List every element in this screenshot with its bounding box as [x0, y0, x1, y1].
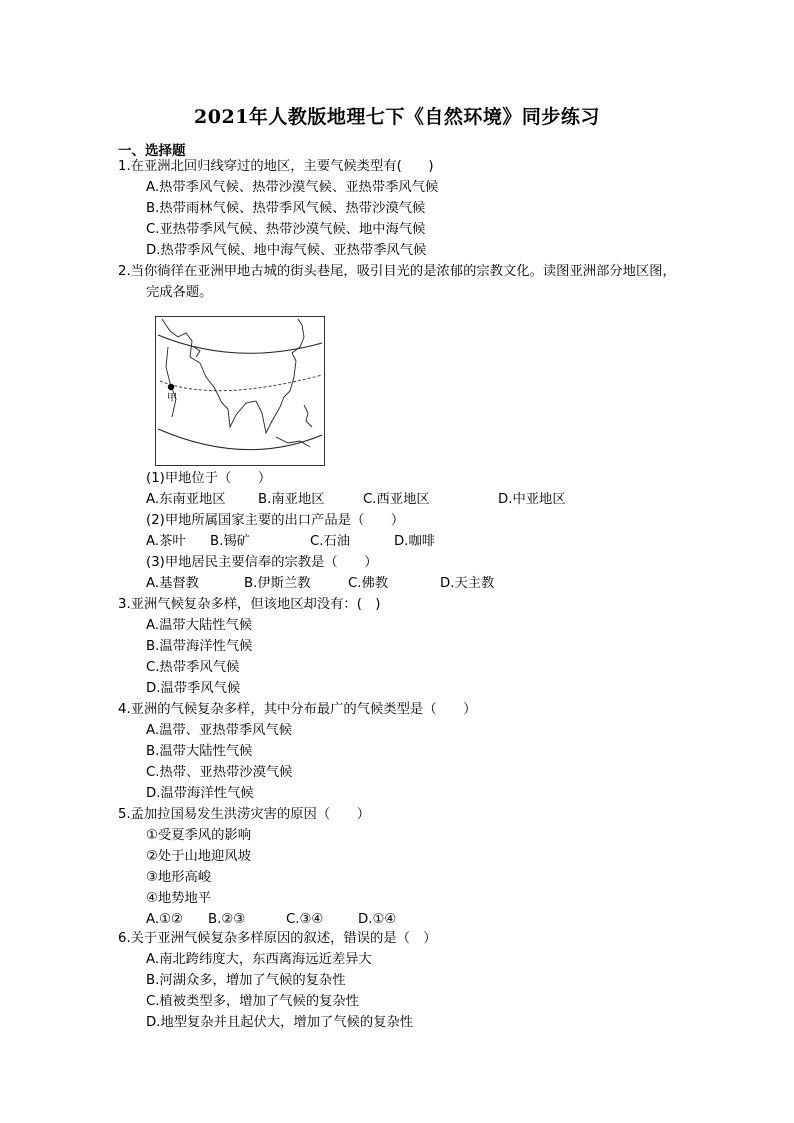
document-title: 2021年人教版地理七下《自然环境》同步练习 — [194, 106, 600, 128]
question-5-stem: 5.孟加拉国易发生洪涝灾害的原因（ ） — [118, 807, 371, 822]
subquestion-3-options — [146, 574, 494, 594]
subquestion-1-option-c: C.西亚地区 — [363, 492, 430, 507]
question-1-option-b: B.热带雨林气候、热带季风气候、热带沙漠气候 — [146, 201, 426, 216]
question-6-option-d: D.地型复杂并且起伏大，增加了气候的复杂性 — [146, 1015, 414, 1030]
question-5-item-3: ③地形高峻 — [146, 870, 212, 885]
question-6-option-a: A.南北跨纬度大，东西离海远近差异大 — [146, 952, 372, 967]
map-label-jia: 甲 — [167, 393, 177, 404]
subquestion-1-option-a: A.东南亚地区 — [146, 492, 226, 507]
question-4-stem: 4.亚洲的气候复杂多样，其中分布最广的气候类型是（ ） — [118, 702, 477, 717]
asia-region-map — [155, 316, 325, 466]
question-4-option-c: C.热带、亚热带沙漠气候 — [146, 765, 293, 780]
question-1-option-d: D.热带季风气候、地中海气候、亚热带季风气候 — [146, 243, 427, 258]
subquestion-2-options — [146, 532, 435, 552]
question-2-stem-continued: 完成各题。 — [146, 285, 213, 300]
question-5-options — [146, 910, 396, 930]
question-2-stem: 2.当你徜徉在亚洲甲地古城的街头巷尾，吸引目光的是浓郁的宗教文化。读图亚洲部分地区图， — [118, 264, 676, 279]
subquestion-2-option-a: A.茶叶 — [146, 534, 186, 549]
question-4-option-a: A.温带、亚热带季风气候 — [146, 723, 293, 738]
question-6-option-b: B.河湖众多，增加了气候的复杂性 — [146, 973, 346, 988]
question-5-item-1: ①受夏季风的影响 — [146, 828, 251, 843]
question-3-stem: 3.亚洲气候复杂多样，但该地区却没有：( ) — [118, 597, 381, 612]
question-5-item-4: ④地势地平 — [146, 891, 212, 906]
question-3-option-c: C.热带季风气候 — [146, 660, 240, 675]
subquestion-3-option-d: D.天主教 — [440, 576, 495, 591]
subquestion-1-option-d: D.中亚地区 — [498, 492, 566, 507]
question-3-option-a: A.温带大陆性气候 — [146, 618, 253, 633]
question-6-stem: 6.关于亚洲气候复杂多样原因的叙述，错误的是（ ） — [118, 931, 437, 946]
question-6-option-c: C.植被类型多，增加了气候的复杂性 — [146, 994, 359, 1009]
question-3-option-b: B.温带海洋性气候 — [146, 639, 253, 654]
question-5-option-a: A.①② — [146, 912, 183, 927]
subquestion-3-option-b: B.伊斯兰教 — [244, 576, 311, 591]
subquestion-2-option-c: C.石油 — [310, 534, 351, 549]
subquestion-1-stem: (1)甲地位于（ ） — [146, 471, 272, 486]
question-4-option-b: B.温带大陆性气候 — [146, 744, 253, 759]
question-5-item-2: ②处于山地迎风坡 — [146, 849, 251, 864]
question-5-option-b: B.②③ — [208, 912, 246, 927]
location-marker-icon — [168, 384, 174, 390]
subquestion-3-option-c: C.佛教 — [348, 576, 389, 591]
question-3-option-d: D.温带季风气候 — [146, 681, 241, 696]
question-5-option-c: C.③④ — [286, 912, 324, 927]
subquestion-1-option-b: B.南亚地区 — [258, 492, 325, 507]
subquestion-2-stem: (2)甲地所属国家主要的出口产品是（ ） — [146, 513, 405, 528]
question-1-option-c: C.亚热带季风气候、热带沙漠气候、地中海气候 — [146, 222, 426, 237]
question-1-stem: 1.在亚洲北回归线穿过的地区，主要气候类型有( ) — [118, 159, 434, 174]
section-heading: 一、选择题 — [118, 143, 186, 159]
subquestion-2-option-d: D.咖啡 — [394, 534, 436, 549]
subquestion-3-stem: (3)甲地居民主要信奉的宗教是（ ） — [146, 555, 378, 570]
question-1-option-a: A.热带季风气候、热带沙漠气候、亚热带季风气候 — [146, 180, 439, 195]
subquestion-2-option-b: B.锡矿 — [210, 534, 250, 549]
map-figure — [156, 317, 324, 465]
subquestion-3-option-a: A.基督教 — [146, 576, 199, 591]
subquestion-1-options — [146, 490, 566, 510]
question-5-option-d: D.①④ — [358, 912, 397, 927]
question-4-option-d: D.温带海洋性气候 — [146, 786, 254, 801]
